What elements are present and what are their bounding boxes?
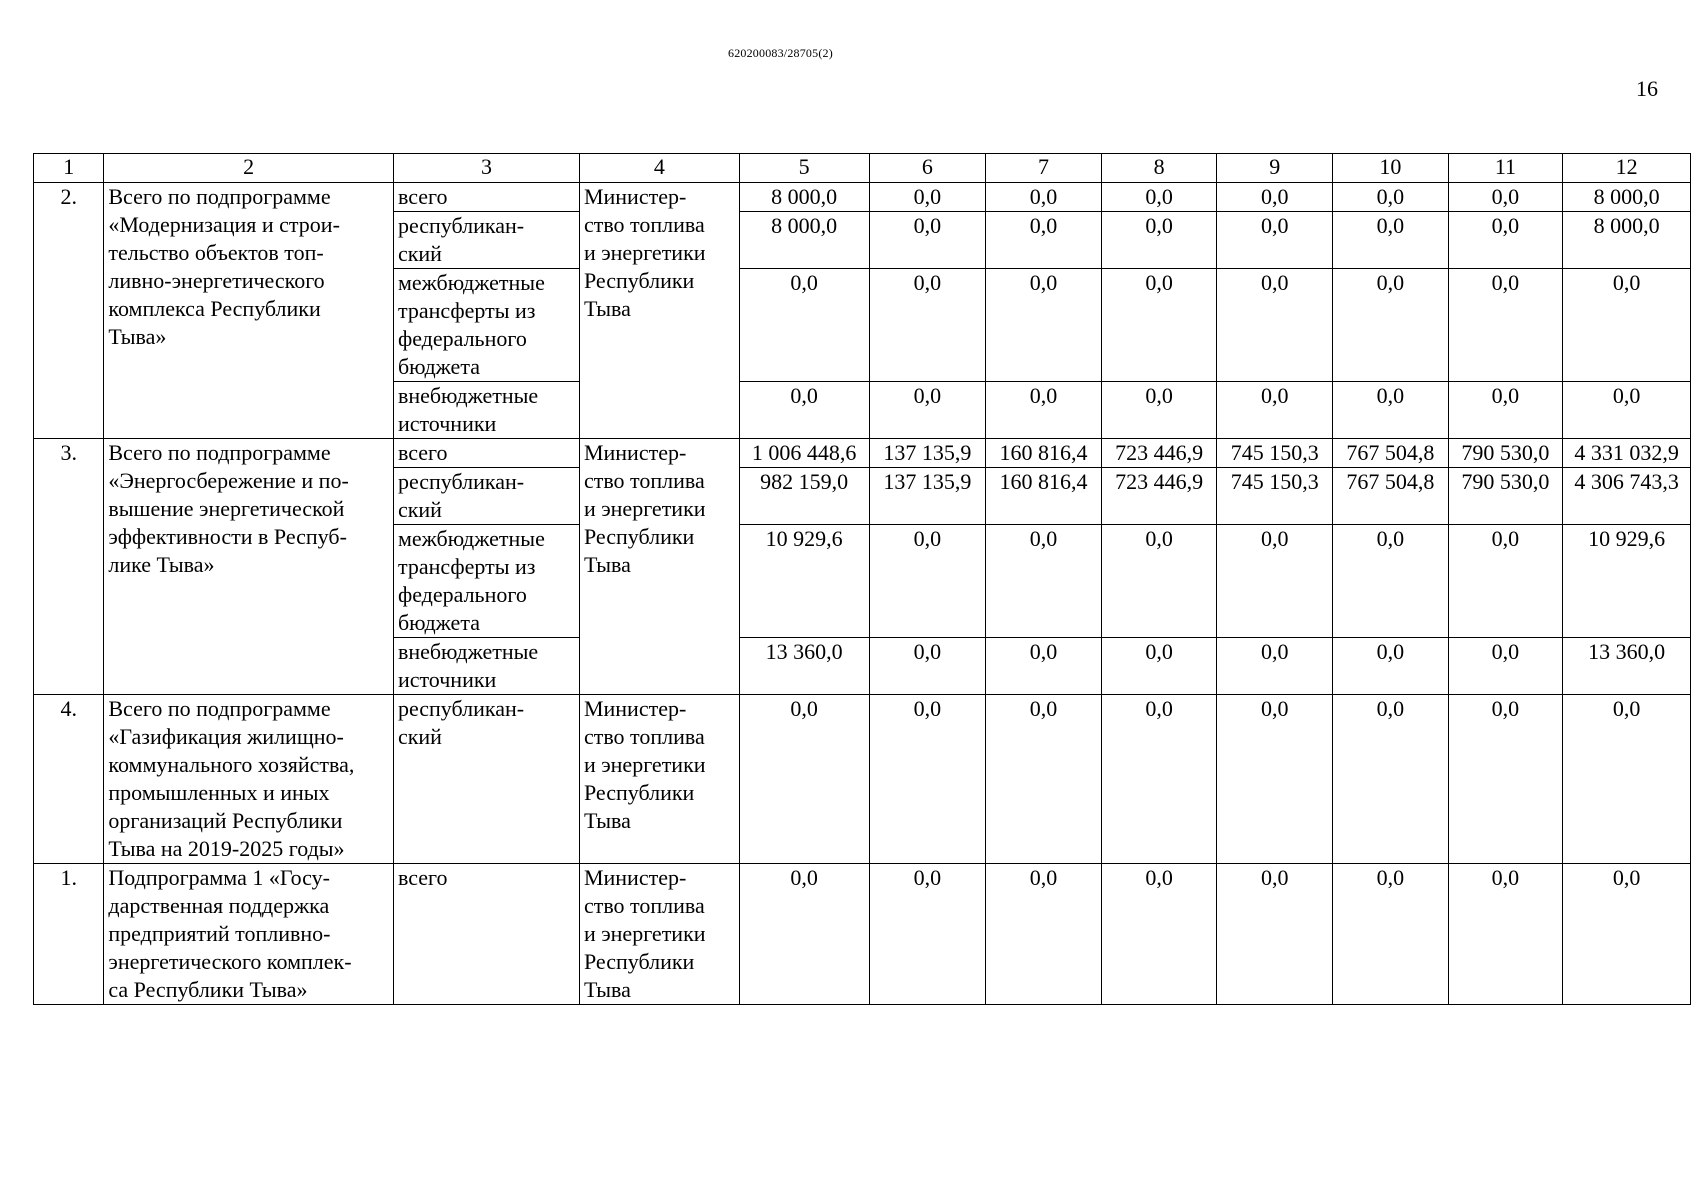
value-cell: 13 360,0 xyxy=(1563,638,1691,695)
value-cell: 0,0 xyxy=(739,864,869,1005)
value-cell: 0,0 xyxy=(1101,212,1217,269)
table-row xyxy=(34,183,1691,212)
value-cell: 8 000,0 xyxy=(739,212,869,269)
funding-source: внебюджетные источники xyxy=(393,382,579,439)
row-number: 3. xyxy=(34,439,104,695)
value-cell: 0,0 xyxy=(986,864,1102,1005)
value-cell: 0,0 xyxy=(869,695,986,864)
value-cell: 0,0 xyxy=(1101,183,1217,212)
table-row xyxy=(34,695,1691,864)
table-header-row xyxy=(34,154,1691,183)
value-cell: 0,0 xyxy=(1333,695,1449,864)
value-cell: 0,0 xyxy=(1448,183,1563,212)
value-cell: 10 929,6 xyxy=(739,525,869,638)
funding-source: межбюджетные трансферты из федерального бюджета xyxy=(393,525,579,638)
executor: Министер- ство топлива и энергетики Республики Тыва xyxy=(579,439,739,695)
column-header: 4 xyxy=(579,154,739,183)
value-cell: 0,0 xyxy=(1563,269,1691,382)
value-cell: 0,0 xyxy=(1101,695,1217,864)
value-cell: 0,0 xyxy=(1101,382,1217,439)
value-cell: 767 504,8 xyxy=(1333,468,1449,525)
value-cell: 0,0 xyxy=(1333,382,1449,439)
column-header: 1 xyxy=(34,154,104,183)
funding-source: всего xyxy=(393,183,579,212)
value-cell: 0,0 xyxy=(869,212,986,269)
value-cell: 0,0 xyxy=(1563,695,1691,864)
column-header: 8 xyxy=(1101,154,1217,183)
value-cell: 0,0 xyxy=(869,638,986,695)
value-cell: 790 530,0 xyxy=(1448,468,1563,525)
value-cell: 0,0 xyxy=(1217,269,1333,382)
value-cell: 10 929,6 xyxy=(1563,525,1691,638)
value-cell: 0,0 xyxy=(869,183,986,212)
column-header: 9 xyxy=(1217,154,1333,183)
value-cell: 745 150,3 xyxy=(1217,468,1333,525)
value-cell: 0,0 xyxy=(1333,864,1449,1005)
value-cell: 8 000,0 xyxy=(739,183,869,212)
value-cell: 160 816,4 xyxy=(986,439,1102,468)
value-cell: 0,0 xyxy=(986,638,1102,695)
value-cell: 0,0 xyxy=(1217,638,1333,695)
document-code: 620200083/28705(2) xyxy=(728,46,833,60)
value-cell: 4 306 743,3 xyxy=(1563,468,1691,525)
value-cell: 0,0 xyxy=(986,525,1102,638)
value-cell: 767 504,8 xyxy=(1333,439,1449,468)
value-cell: 0,0 xyxy=(1101,638,1217,695)
value-cell: 0,0 xyxy=(1448,212,1563,269)
column-header: 7 xyxy=(986,154,1102,183)
value-cell: 0,0 xyxy=(1333,525,1449,638)
funding-source: всего xyxy=(393,864,579,1005)
column-header: 3 xyxy=(393,154,579,183)
column-header: 10 xyxy=(1333,154,1449,183)
row-number: 4. xyxy=(34,695,104,864)
table-row xyxy=(34,439,1691,468)
column-header: 5 xyxy=(739,154,869,183)
value-cell: 0,0 xyxy=(986,183,1102,212)
value-cell: 0,0 xyxy=(1101,864,1217,1005)
page-number: 16 xyxy=(1636,76,1658,101)
value-cell: 1 006 448,6 xyxy=(739,439,869,468)
funding-source: республикан- ский xyxy=(393,212,579,269)
value-cell: 0,0 xyxy=(1333,638,1449,695)
value-cell: 0,0 xyxy=(1333,183,1449,212)
value-cell: 8 000,0 xyxy=(1563,183,1691,212)
value-cell: 745 150,3 xyxy=(1217,439,1333,468)
value-cell: 723 446,9 xyxy=(1101,439,1217,468)
value-cell: 0,0 xyxy=(1217,864,1333,1005)
subprogram-name: Всего по подпрограмме «Газификация жилищно- коммунального хозяйства, промышленных и иных организаций Республики Тыва на 2019-2025 годы» xyxy=(104,695,394,864)
subprogram-name: Всего по подпрограмме «Энергосбережение и по- вышение энергетической эффективности в Респуб- лике Тыва» xyxy=(104,439,394,695)
value-cell: 0,0 xyxy=(1448,864,1563,1005)
row-number: 2. xyxy=(34,183,104,439)
column-header: 11 xyxy=(1448,154,1563,183)
value-cell: 0,0 xyxy=(1448,382,1563,439)
funding-source: республикан- ский xyxy=(393,468,579,525)
value-cell: 0,0 xyxy=(869,864,986,1005)
value-cell: 0,0 xyxy=(1217,525,1333,638)
column-header: 6 xyxy=(869,154,986,183)
value-cell: 0,0 xyxy=(1448,695,1563,864)
value-cell: 0,0 xyxy=(869,382,986,439)
column-header: 2 xyxy=(104,154,394,183)
value-cell: 0,0 xyxy=(869,269,986,382)
value-cell: 790 530,0 xyxy=(1448,439,1563,468)
executor: Министер- ство топлива и энергетики Республики Тыва xyxy=(579,183,739,439)
subprogram-name: Всего по подпрограмме «Модернизация и строи- тельство объектов топ- ливно-энергетического комплекса Республики Тыва» xyxy=(104,183,394,439)
row-number: 1. xyxy=(34,864,104,1005)
value-cell: 0,0 xyxy=(1448,638,1563,695)
value-cell: 0,0 xyxy=(986,695,1102,864)
value-cell: 0,0 xyxy=(1101,269,1217,382)
value-cell: 0,0 xyxy=(986,212,1102,269)
value-cell: 137 135,9 xyxy=(869,439,986,468)
value-cell: 0,0 xyxy=(986,382,1102,439)
value-cell: 4 331 032,9 xyxy=(1563,439,1691,468)
funding-source: межбюджетные трансферты из федерального бюджета xyxy=(393,269,579,382)
table-row xyxy=(34,864,1691,1005)
funding-source: всего xyxy=(393,439,579,468)
value-cell: 137 135,9 xyxy=(869,468,986,525)
value-cell: 8 000,0 xyxy=(1563,212,1691,269)
value-cell: 0,0 xyxy=(739,269,869,382)
value-cell: 0,0 xyxy=(1217,183,1333,212)
value-cell: 0,0 xyxy=(1448,269,1563,382)
subprogram-name: Подпрограмма 1 «Госу- дарственная поддержка предприятий топливно- энергетического комплек- са Республики Тыва» xyxy=(104,864,394,1005)
value-cell: 982 159,0 xyxy=(739,468,869,525)
funding-source: внебюджетные источники xyxy=(393,638,579,695)
value-cell: 0,0 xyxy=(739,695,869,864)
value-cell: 0,0 xyxy=(986,269,1102,382)
value-cell: 0,0 xyxy=(1563,864,1691,1005)
value-cell: 0,0 xyxy=(1563,382,1691,439)
value-cell: 0,0 xyxy=(1448,525,1563,638)
value-cell: 160 816,4 xyxy=(986,468,1102,525)
value-cell: 0,0 xyxy=(739,382,869,439)
value-cell: 0,0 xyxy=(1333,212,1449,269)
funding-source: республикан- ский xyxy=(393,695,579,864)
value-cell: 0,0 xyxy=(1217,382,1333,439)
value-cell: 0,0 xyxy=(1217,212,1333,269)
value-cell: 13 360,0 xyxy=(739,638,869,695)
value-cell: 0,0 xyxy=(1217,695,1333,864)
value-cell: 0,0 xyxy=(869,525,986,638)
executor: Министер- ство топлива и энергетики Республики Тыва xyxy=(579,864,739,1005)
executor: Министер- ство топлива и энергетики Республики Тыва xyxy=(579,695,739,864)
value-cell: 723 446,9 xyxy=(1101,468,1217,525)
value-cell: 0,0 xyxy=(1101,525,1217,638)
column-header: 12 xyxy=(1563,154,1691,183)
value-cell: 0,0 xyxy=(1333,269,1449,382)
budget-table xyxy=(33,153,1691,1005)
